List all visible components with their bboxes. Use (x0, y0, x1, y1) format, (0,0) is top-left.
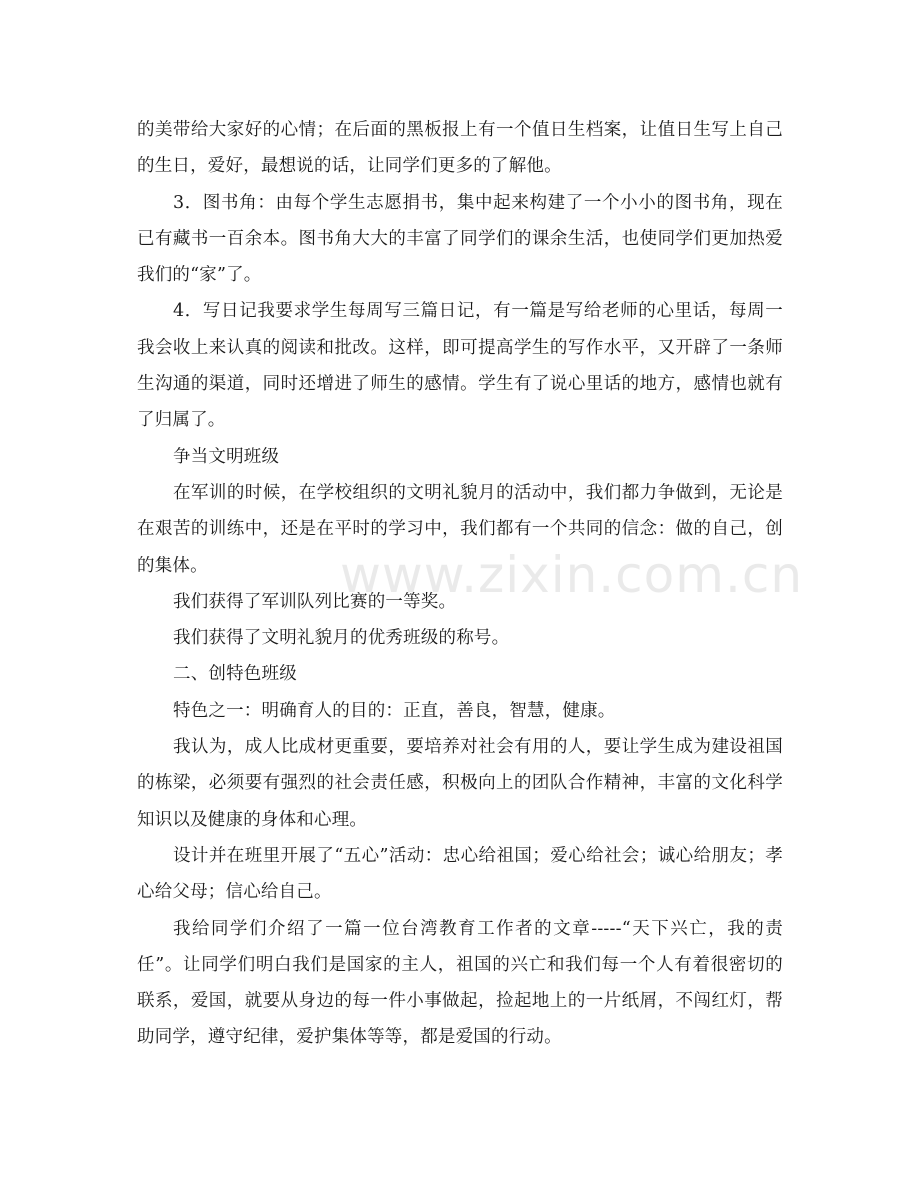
section-heading-civilized-class: 争当文明班级 (173, 446, 280, 467)
paragraph-award-drill: 我们获得了军训队列比赛的一等奖。 (173, 591, 457, 612)
paragraph-diary: 4．写日记我要求学生每周写三篇日记，有一篇是写给老师的心里话，每周一我会收上来认真的阅读和批改。这样，即可提高学生的写作水平，又开辟了一条师生沟通的渠道，同时还增进了师生的感情。学生有了说心里话的地方，感情也就有了归属了。 (137, 301, 783, 431)
section-heading-special-class: 二、创特色班级 (173, 664, 297, 685)
document-body (137, 112, 783, 1056)
paragraph-belief: 我认为，成人比成材更重要，要培养对社会有用的人，要让学生成为建设祖国的栋梁，必须要有强烈的社会责任感，积极向上的团队合作精神，丰富的文化科学知识以及健康的身体和心理。 (137, 737, 783, 830)
paragraph-military-training: 在军训的时候，在学校组织的文明礼貌月的活动中，我们都力争做到，无论是在艰苦的训练中，还是在平时的学习中，我们都有一个共同的信念：做的自己，创的集体。 (137, 482, 783, 576)
watermark: www.zixin.com.cn (340, 546, 804, 604)
paragraph-five-hearts: 设计并在班里开展了“五心”活动：忠心给祖国；爱心给社会；诚心给朋友；孝心给父母；信心给自己。 (137, 845, 783, 903)
paragraph-book-corner: 3．图书角：由每个学生志愿捐书，集中起来构建了一个小小的图书角，现在已有藏书一百余本。图书角大大的丰富了同学们的课余生活，也使同学们更加热爱我们的“家”了。 (137, 192, 783, 286)
paragraph-award-excellent-class: 我们获得了文明礼貌月的优秀班级的称号。 (173, 628, 510, 649)
paragraph-continuation: 的美带给大家好的心情；在后面的黑板报上有一个值日生档案，让值日生写上自己的生日，爱好，最想说的话，让同学们更多的了解他。 (137, 120, 783, 177)
paragraph-patriotism: 我给同学们介绍了一篇一位台湾教育工作者的文章-----“天下兴亡，我的责任”。让同学们明白我们是国家的主人，祖国的兴亡和我们每一个人有着很密切的联系，爱国，就要从身边的每一件小事做起，捡起地上的一片纸屑，不闯红灯，帮助同学，遵守纪律，爱护集体等等，都是爱国的行动。 (137, 918, 783, 1048)
paragraph-feature-one: 特色之一：明确育人的目的：正直，善良，智慧，健康。 (173, 700, 616, 721)
